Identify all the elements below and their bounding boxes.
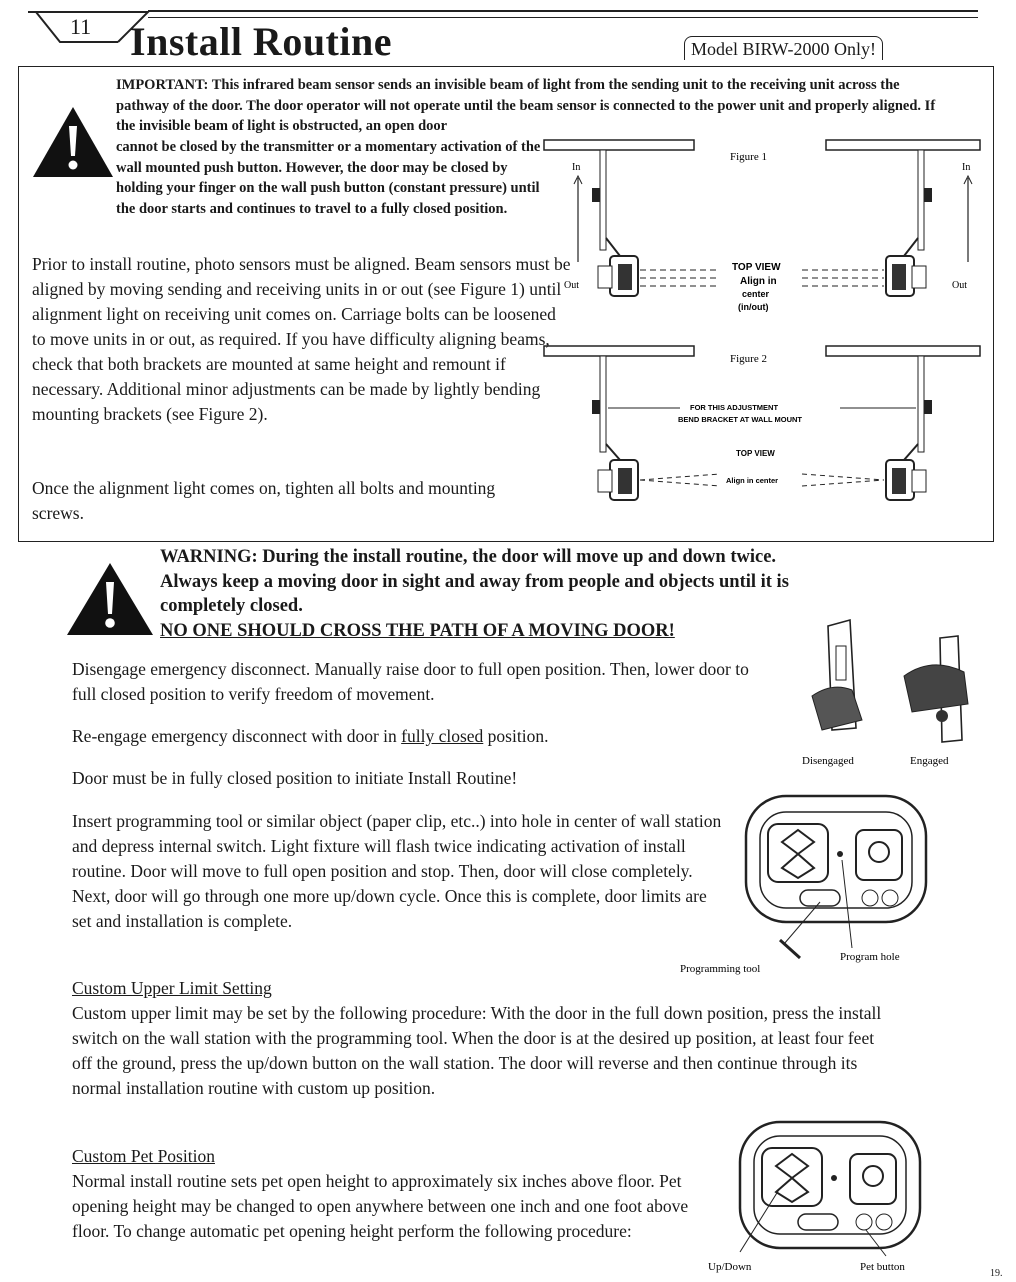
emergency-disconnect-illustration [792,616,992,772]
in-label-right: In [962,162,971,173]
alignment-paragraph: Prior to install routine, photo sensors must be aligned. Beam sensors must be aligned by moving sending and receiving units in or out (see Figure 1) until alignment light on receiving unit comes on. Carriage bolts can be loosened to move units in or out, as required. If you have difficulty aligning beams, check that both brackets are mounted at same height and remount if necessary. Additional minor adjustments can be made by lightly bending mounting brackets (see Figure 2). [32,254,571,424]
adjustment-line1: FOR THIS ADJUSTMENT [690,403,779,412]
align-center-line1: Align in [740,276,777,287]
align-center-line3: (in/out) [738,302,769,312]
page-title: Install Routine [130,19,392,64]
disengaged-label: Disengaged [802,755,854,767]
step-reengage-before: Re-engage emergency disconnect with door in [72,726,402,746]
warning-emphasis: NO ONE SHOULD CROSS THE PATH OF A MOVING DOOR! [160,620,675,641]
step-disengage: Disengage emergency disconnect. Manually raise door to full open position. Then, lower door to full closed position to verify freedom of movement. [72,659,749,704]
programming-tool-label: Programming tool [680,963,761,975]
header-rule [148,10,978,12]
figure-2-label: Figure 2 [730,353,767,365]
up-down-label: Up/Down [708,1261,752,1273]
top-view-label-2: TOP VIEW [736,449,775,458]
step-reengage-after: position. [483,726,549,746]
step-closed-position: Door must be in fully closed position to initiate Install Routine! [72,768,518,788]
custom-pet-body: Normal install routine sets pet open height to approximately six inches above floor. Pet opening height may be changed to open anywhere between one inch and one foot above floor. To change automatic pet opening height perform the following procedure: [72,1171,689,1241]
step-reengage-underlined: fully closed [401,726,484,746]
top-view-label: TOP VIEW [732,262,781,273]
important-notice-continued: cannot be closed by the transmitter or a momentary activation of the wall mounted push button. However, the door may be closed by holding your finger on the wall push button (constant pressure) until the door starts and continues to travel to a fully closed position. [116,139,541,217]
model-tag: Model BIRW-2000 Only! [684,36,883,60]
program-hole-label: Program hole [840,951,900,963]
custom-upper-body: Custom upper limit may be set by the following procedure: With the door in the full down position, press the install switch on the wall station with the programming tool. When the door is at the desired up position, at least four feet off the ground, press the up/down button on the wall station. The door will reverse and then continue through its normal installation routine with custom up position. [72,1003,882,1098]
warning-triangle-icon [64,560,156,638]
align-center-line2: center [742,289,770,299]
corner-mark: 19. [990,1268,1003,1279]
in-label-left: In [572,162,581,173]
engaged-label: Engaged [910,755,949,767]
custom-pet-heading: Custom Pet Position [72,1146,215,1166]
warning-notice [160,545,800,643]
step-reengage [72,724,772,749]
custom-upper-heading: Custom Upper Limit Setting [72,978,272,998]
wall-station-illustration [680,790,940,980]
figure-1-label: Figure 1 [730,151,767,163]
important-notice: IMPORTANT: This infrared beam sensor sends an invisible beam of light from the sending unit to the receiving unit across the pathway of the door. The door operator will not operate until the beam sensor is connected to the power unit and properly aligned. If the invisible beam of light is obstructed, an open door [116,77,936,135]
step-insert-tool: Insert programming tool or similar object (paper clip, etc..) into hole in center of wall station and depress internal switch. Light fixture will flash twice indicating activation of install routine. Door will move to full open position and stop. Then, door will close completely. Next, door will go through one more up/down cycle. Once this is complete, door limits are set and installation is complete. [72,811,722,931]
beam-alignment-figures [540,138,984,534]
wall-station-buttons-illustration [700,1118,950,1278]
out-label-left: Out [564,280,579,291]
alignment-closing: Once the alignment light comes on, tighten all bolts and mounting screws. [32,478,496,523]
out-label-right: Out [952,280,967,291]
align-center-short: Align in center [726,476,779,485]
adjustment-line2: BEND BRACKET AT WALL MOUNT [678,415,803,424]
pet-button-label: Pet button [860,1261,905,1273]
warning-text: WARNING: During the install routine, the door will move up and down twice. Always keep a moving door in sight and away from people and objects until it is completely closed. [160,547,789,616]
page-number: 11 [70,14,92,39]
warning-triangle-icon [30,104,116,180]
